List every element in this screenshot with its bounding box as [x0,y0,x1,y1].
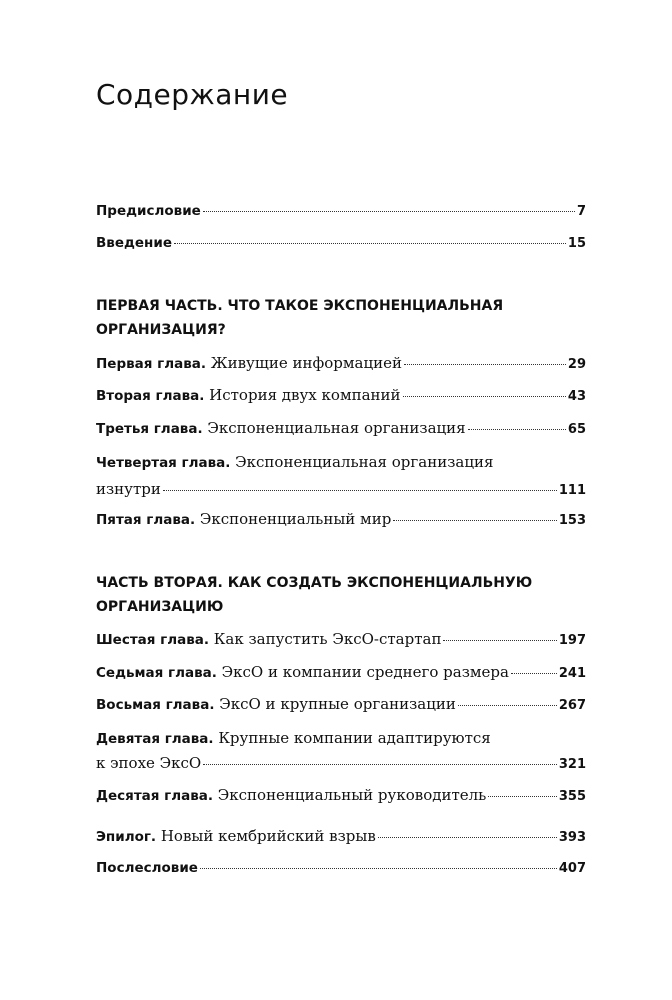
dot-leader [378,837,557,838]
chapter-title: ЭксО и крупные организации [219,695,456,713]
dot-leader [174,243,566,244]
chapter-title: Живущие информацией [210,354,402,372]
toc-entry-introduction[interactable] [96,232,586,255]
chapter-label: Четвертая глава. [96,455,231,471]
page-number: 197 [558,633,586,648]
dot-leader [404,364,566,365]
page-title: Содержание [96,78,289,111]
toc-entry-chapter-9[interactable] [96,727,586,776]
dot-leader [200,868,557,869]
chapter-label: Девятая глава. [96,731,214,747]
page-number: 7 [576,204,586,219]
chapter-label: Первая глава. [96,356,206,372]
toc-entry-chapter-7[interactable] [96,661,586,685]
page-number: 111 [558,483,586,498]
chapter-title-continued: изнутри [96,480,161,498]
page-number: 65 [567,422,586,437]
chapter-title: История двух компаний [209,386,401,404]
part-heading-line: ПЕРВАЯ ЧАСТЬ. ЧТО ТАКОЕ ЭКСПОНЕНЦИАЛЬНАЯ [96,298,504,314]
dot-leader [163,490,557,491]
page-number: 15 [567,236,586,251]
dot-leader [403,396,566,397]
toc-entry-chapter-5[interactable] [96,508,586,532]
toc-entry-preface[interactable] [96,200,586,223]
entry-label: Предисловие [96,203,201,219]
entry-label: Введение [96,235,172,251]
chapter-label: Десятая глава. [96,788,213,804]
chapter-title: Как запустить ЭксО-стартап [213,630,442,648]
page-number: 153 [558,513,586,528]
toc-entry-chapter-4[interactable] [96,451,586,502]
chapter-title-continued: к эпохе ЭксО [96,754,202,772]
toc-entry-chapter-10[interactable] [96,784,586,808]
chapter-label: Пятая глава. [96,512,196,528]
toc-entry-chapter-8[interactable] [96,693,586,717]
dot-leader [393,520,557,521]
toc-entry-chapter-2[interactable] [96,384,586,408]
page-number: 43 [567,389,586,404]
chapter-title: Крупные компании адаптируются [218,729,491,747]
chapter-label: Третья глава. [96,421,203,437]
part-heading-line: ОРГАНИЗАЦИЮ [96,599,224,615]
chapter-title: Новый кембрийский взрыв [160,827,376,845]
page-number: 393 [558,830,586,845]
chapter-label: Седьмая глава. [96,665,217,681]
entry-label: Послесловие [96,860,198,876]
dot-leader [458,705,557,706]
dot-leader [468,429,566,430]
page-number: 407 [558,861,586,876]
chapter-title: Экспоненциальная организация [207,419,466,437]
chapter-label: Вторая глава. [96,388,205,404]
chapter-label: Эпилог. [96,829,157,845]
chapter-label: Восьмая глава. [96,697,215,713]
toc-entry-chapter-3[interactable] [96,417,586,441]
page-number: 241 [558,666,586,681]
chapter-title: ЭксО и компании среднего размера [221,663,509,681]
page-number: 29 [567,357,586,372]
part-heading-line: ЧАСТЬ ВТОРАЯ. КАК СОЗДАТЬ ЭКСПОНЕНЦИАЛЬНУЮ [96,575,533,591]
dot-leader [488,796,557,797]
page-number: 355 [558,789,586,804]
toc-entry-chapter-6[interactable] [96,628,586,652]
dot-leader [511,673,557,674]
part-heading-line: ОРГАНИЗАЦИЯ? [96,322,226,338]
part-heading-2 [96,571,586,619]
toc-entry-epilogue[interactable] [96,825,586,849]
chapter-title: Экспоненциальная организация [235,453,494,471]
chapter-label: Шестая глава. [96,632,209,648]
dot-leader [203,764,557,765]
chapter-title: Экспоненциальный руководитель [217,786,487,804]
toc-entry-afterword[interactable] [96,857,586,880]
dot-leader [203,211,575,212]
page-number: 321 [558,757,586,772]
chapter-title: Экспоненциальный мир [199,510,392,528]
part-heading-1 [96,294,586,342]
page-number: 267 [558,698,586,713]
toc-entry-chapter-1[interactable] [96,352,586,376]
dot-leader [443,640,556,641]
